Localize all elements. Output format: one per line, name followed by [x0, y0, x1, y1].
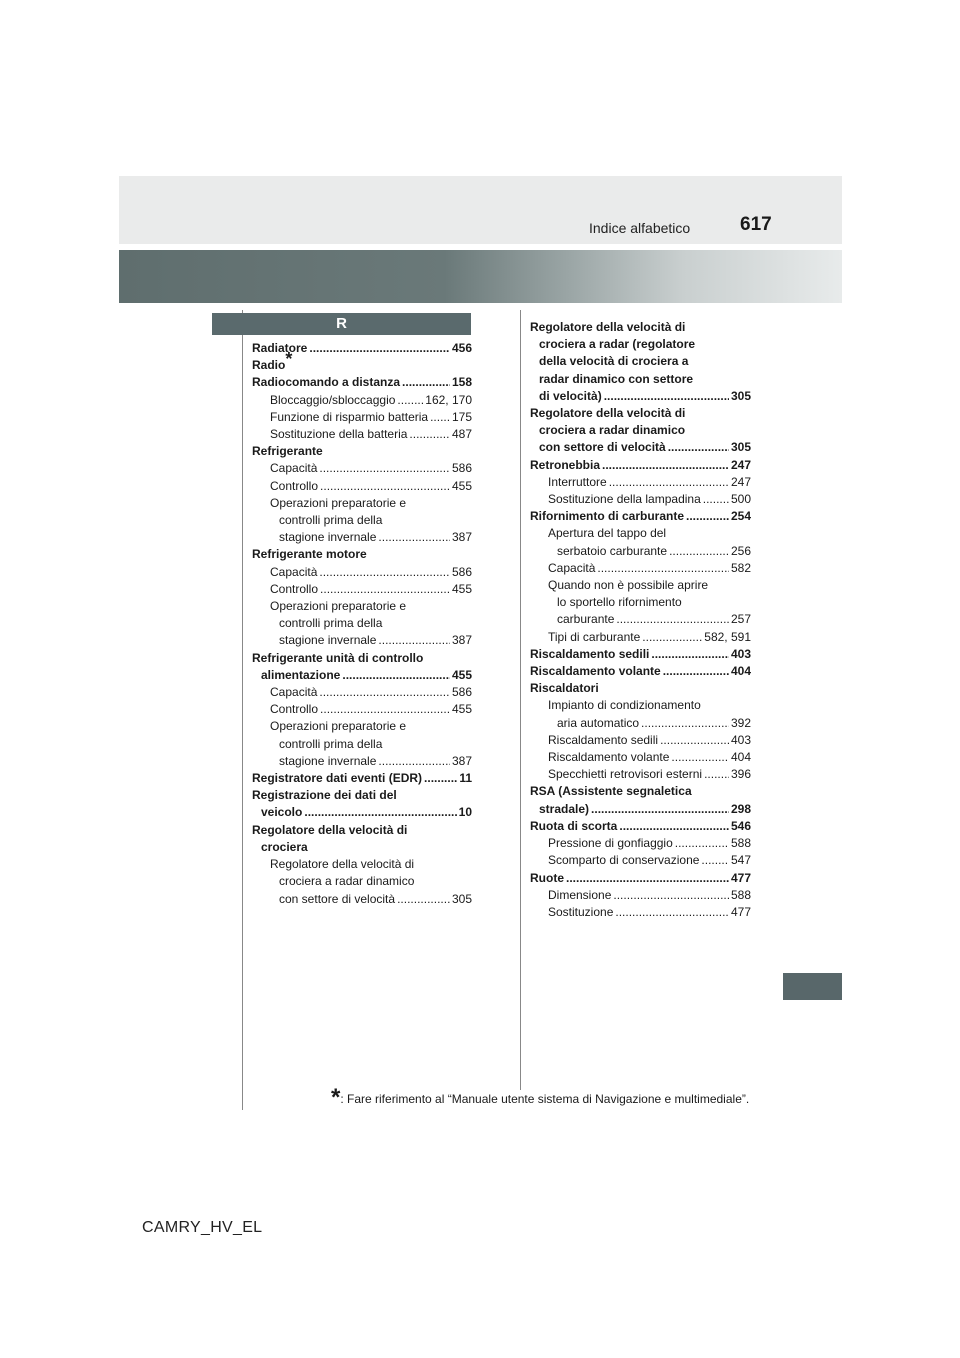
index-entry-label: Radiocomando a distanza — [252, 375, 401, 390]
index-entry — [252, 753, 472, 770]
header-band — [119, 250, 842, 303]
index-entry-page: 387 — [451, 753, 472, 768]
index-entry-page: 588 — [730, 887, 751, 902]
dot-leader — [319, 684, 450, 701]
index-entry-label: Dimensione — [548, 887, 612, 902]
index-entry-label: Refrigerante motore — [252, 547, 367, 562]
index-entry — [530, 508, 751, 525]
dot-leader — [304, 804, 456, 821]
index-entry-label: Capacità — [270, 564, 318, 579]
index-entry-label: stagione invernale — [279, 753, 377, 768]
index-entry-label: radar dinamico con settore — [539, 371, 694, 386]
dot-leader — [566, 870, 729, 887]
index-entry — [252, 409, 472, 426]
index-entry-label: lo sportello rifornimento — [557, 595, 682, 610]
index-entry — [530, 319, 751, 336]
index-entry-label: con settore di velocità — [279, 891, 396, 906]
index-entry-page: 582 — [730, 560, 751, 575]
index-entry-page: 387 — [451, 530, 472, 545]
index-entry-label: Refrigerante unità di controllo — [252, 650, 424, 665]
index-entry-page: 396 — [730, 767, 751, 782]
index-entry — [252, 718, 472, 735]
index-entry-label: Radio — [252, 358, 286, 373]
index-entry-label: stagione invernale — [279, 633, 377, 648]
index-entry-page: 247 — [730, 474, 751, 489]
index-entry-label: Riscaldamento volante — [548, 750, 670, 765]
index-entry-label: della velocità di crociera a — [539, 354, 689, 369]
footnote-marker: * — [285, 349, 293, 370]
index-entry — [530, 732, 751, 749]
index-entry-page: 582, 591 — [704, 629, 751, 644]
dot-leader — [704, 766, 729, 783]
index-entry-label: Refrigerante — [252, 444, 323, 459]
index-entry — [530, 852, 751, 869]
index-entry — [252, 891, 472, 908]
index-entry-label: Operazioni preparatorie e — [270, 495, 407, 510]
dot-leader — [378, 529, 450, 546]
dot-leader — [397, 891, 450, 908]
index-entry-page: 247 — [730, 457, 751, 472]
document-code: CAMRY_HV_EL — [142, 1219, 263, 1236]
index-entry — [252, 650, 472, 667]
index-entry — [530, 388, 751, 405]
index-entry-label: Controllo — [270, 702, 319, 717]
dot-leader — [619, 818, 729, 835]
index-entry — [530, 353, 751, 370]
index-entry-page: 477 — [730, 904, 751, 919]
index-entry-label: Radiatore — [252, 341, 308, 355]
dot-leader — [671, 749, 729, 766]
index-entry-page: 162, 170 — [425, 392, 472, 407]
index-entry — [252, 392, 472, 409]
index-entry-label: Controllo — [270, 581, 319, 596]
index-entry-label: Ruota di scorta — [530, 818, 618, 833]
dot-leader — [616, 611, 729, 628]
index-entry-label: Scomparto di conservazione — [548, 853, 700, 868]
index-entry — [530, 371, 751, 388]
footnote-text: : Fare riferimento al “Manuale utente sistema di Navigazione e multimediale”. — [340, 1092, 750, 1106]
index-entry-label: crociera a radar (regolatore — [539, 337, 696, 352]
index-entry — [252, 684, 472, 701]
index-entry-label: RSA (Assistente segnaletica — [530, 784, 692, 799]
index-entry-label: Sostituzione della lampadina — [548, 492, 701, 507]
index-entry-label: Interruttore — [548, 474, 607, 489]
index-column-right — [530, 319, 751, 921]
index-entry-label: Tipi di carburante — [548, 629, 641, 644]
index-entry-page: 256 — [730, 543, 751, 558]
dot-leader — [660, 732, 729, 749]
index-entry-page: 10 — [458, 805, 472, 820]
index-entry-label: Specchietti retrovisori esterni — [548, 767, 703, 782]
index-entry-page: 404 — [730, 750, 751, 765]
dot-leader — [701, 852, 729, 869]
footnote-star: * — [331, 1084, 341, 1111]
dot-leader — [686, 508, 729, 525]
dot-leader — [409, 426, 450, 443]
index-entry-label: Capacità — [270, 685, 318, 700]
index-entry-page: 588 — [730, 836, 751, 851]
dot-leader — [320, 701, 450, 718]
index-entry-label: carburante — [557, 612, 615, 627]
index-entry-label: Regolatore della velocità di — [252, 822, 408, 837]
index-entry-page: 456 — [451, 341, 472, 355]
index-letter-heading: R — [212, 313, 471, 335]
dot-leader — [430, 409, 450, 426]
index-entry — [530, 491, 751, 508]
index-entry-page: 403 — [730, 732, 751, 747]
index-entry-page: 455 — [451, 667, 472, 682]
index-entry-label: Regolatore della velocità di — [270, 857, 415, 872]
index-entry-page: 175 — [451, 409, 472, 424]
index-entry-page: 586 — [451, 685, 472, 700]
index-entry — [252, 349, 472, 374]
dot-leader — [378, 753, 450, 770]
index-entry — [252, 787, 472, 804]
index-entry-label: Riscaldamento sedili — [548, 732, 659, 747]
index-entry-page: 455 — [451, 478, 472, 493]
index-entry-page: 305 — [451, 891, 472, 906]
index-entry — [530, 715, 751, 732]
index-entry — [252, 581, 472, 598]
index-entry-label: veicolo — [261, 805, 303, 820]
index-entry — [530, 835, 751, 852]
index-entry — [252, 598, 472, 615]
index-entry-label: Riscaldamento sedili — [530, 646, 650, 661]
dot-leader — [319, 564, 450, 581]
index-entry — [530, 680, 751, 697]
left-divider — [242, 310, 243, 1110]
index-entry-page: 387 — [451, 633, 472, 648]
index-entry-label: controlli prima della — [279, 616, 383, 631]
index-entry-label: Bloccaggio/sbloccaggio — [270, 392, 396, 407]
dot-leader — [703, 491, 729, 508]
index-entry — [530, 594, 751, 611]
index-entry — [252, 443, 472, 460]
index-entry — [252, 460, 472, 477]
index-entry-label: Regolatore della velocità di — [530, 320, 686, 334]
index-entry-label: alimentazione — [261, 667, 341, 682]
index-entry-label: Retronebbia — [530, 457, 601, 472]
index-entry — [252, 529, 472, 546]
index-entry-label: crociera a radar dinamico — [539, 423, 686, 438]
dot-leader — [309, 340, 450, 357]
dot-leader — [397, 392, 423, 409]
index-entry-label: stradale) — [539, 801, 590, 816]
index-entry — [530, 560, 751, 577]
index-entry — [530, 543, 751, 560]
index-entry — [530, 663, 751, 680]
dot-leader — [402, 374, 450, 391]
index-entry-page: 254 — [730, 509, 751, 524]
index-entry — [530, 336, 751, 353]
index-entry-page: 455 — [451, 581, 472, 596]
dot-leader — [319, 460, 450, 477]
index-entry — [252, 512, 472, 529]
index-entry — [530, 818, 751, 835]
index-entry-page: 305 — [730, 388, 751, 403]
chapter-tab-marker — [783, 973, 842, 1000]
index-entry-label: controlli prima della — [279, 736, 383, 751]
dot-leader — [609, 474, 729, 491]
index-entry-page: 404 — [730, 664, 751, 679]
index-entry-page: 403 — [730, 646, 751, 661]
dot-leader — [602, 457, 729, 474]
index-entry — [530, 439, 751, 456]
dot-leader — [613, 887, 729, 904]
index-entry — [530, 457, 751, 474]
index-entry-label: stagione invernale — [279, 530, 377, 545]
index-entry — [530, 405, 751, 422]
index-entry-label: Registrazione dei dati del — [252, 788, 397, 803]
index-entry-page: 477 — [730, 870, 751, 885]
index-entry — [530, 766, 751, 783]
index-entry-label: Riscaldatori — [530, 681, 599, 696]
index-entry — [530, 870, 751, 887]
dot-leader — [642, 629, 702, 646]
dot-leader — [663, 663, 729, 680]
index-entry — [252, 478, 472, 495]
index-entry-label: Operazioni preparatorie e — [270, 719, 407, 734]
index-entry — [252, 822, 472, 839]
index-entry — [530, 422, 751, 439]
index-entry-label: con settore di velocità — [539, 440, 666, 455]
index-entry-page: 586 — [451, 461, 472, 476]
index-entry — [252, 374, 472, 391]
index-entry-page: 547 — [730, 853, 751, 868]
index-entry-page: 305 — [730, 440, 751, 455]
index-entry-label: Sostituzione della batteria — [270, 427, 408, 442]
index-entry — [252, 615, 472, 632]
index-entry-page: 455 — [451, 702, 472, 717]
index-entry-label: Apertura del tappo del — [548, 526, 667, 541]
index-entry — [252, 873, 472, 890]
index-entry — [530, 629, 751, 646]
index-entry-label: Pressione di gonfiaggio — [548, 836, 673, 851]
index-entry-label: Quando non è possibile aprire — [548, 578, 709, 593]
index-entry-page: 487 — [451, 427, 472, 442]
page-number: 617 — [740, 214, 772, 235]
index-entry — [252, 426, 472, 443]
index-entry-page: 392 — [730, 715, 751, 730]
index-entry-label: di velocità) — [539, 388, 602, 403]
index-entry-label: Riscaldamento volante — [530, 664, 661, 679]
section-title: Indice alfabetico — [589, 220, 691, 236]
index-entry — [252, 736, 472, 753]
dot-leader — [378, 632, 450, 649]
header-background — [119, 176, 842, 244]
index-entry — [530, 697, 751, 714]
index-entry — [530, 749, 751, 766]
index-entry — [252, 856, 472, 873]
dot-leader — [675, 835, 729, 852]
index-entry-label: Rifornimento di carburante — [530, 509, 685, 524]
index-entry-label: serbatoio carburante — [557, 543, 668, 558]
index-entry-label: Controllo — [270, 478, 319, 493]
index-entry — [252, 546, 472, 563]
index-entry-label: Ruote — [530, 870, 564, 885]
index-entry-page: 500 — [730, 492, 751, 507]
index-column-left — [252, 340, 472, 908]
index-entry — [530, 646, 751, 663]
index-entry — [252, 632, 472, 649]
dot-leader — [597, 560, 729, 577]
index-entry-label: controlli prima della — [279, 513, 383, 528]
index-entry-page: 257 — [730, 612, 751, 627]
dot-leader — [668, 439, 729, 456]
index-entry-page: 586 — [451, 564, 472, 579]
index-entry-label: Capacità — [270, 461, 318, 476]
index-entry — [530, 783, 751, 800]
dot-leader — [615, 904, 729, 921]
index-entry — [530, 577, 751, 594]
dot-leader — [641, 715, 729, 732]
dot-leader — [669, 543, 729, 560]
column-divider — [520, 310, 521, 1090]
index-entry-page: 298 — [730, 801, 751, 816]
index-entry — [530, 801, 751, 818]
index-entry-label: aria automatico — [557, 715, 640, 730]
dot-leader — [651, 646, 729, 663]
index-entry — [530, 904, 751, 921]
index-entry — [252, 667, 472, 684]
index-entry — [252, 804, 472, 821]
index-entry-label: Registratore dati eventi (EDR) — [252, 771, 423, 786]
index-entry — [530, 474, 751, 491]
index-entry-label: crociera — [261, 839, 308, 854]
index-entry — [530, 887, 751, 904]
dot-leader — [424, 770, 457, 787]
dot-leader — [320, 478, 450, 495]
index-entry-page: 546 — [730, 818, 751, 833]
index-entry-label: Impianto di condizionamento — [548, 698, 701, 713]
index-entry-page: 11 — [459, 771, 472, 786]
index-entry — [530, 611, 751, 628]
index-entry-label: Sostituzione — [548, 904, 614, 919]
dot-leader — [604, 388, 729, 405]
index-entry-label: Capacità — [548, 560, 596, 575]
index-entry-label: Regolatore della velocità di — [530, 406, 686, 421]
index-entry — [252, 495, 472, 512]
index-entry-label: Operazioni preparatorie e — [270, 599, 407, 614]
index-entry-page: 158 — [451, 375, 472, 390]
index-entry — [252, 770, 472, 787]
index-entry — [252, 701, 472, 718]
index-entry — [530, 525, 751, 542]
index-entry — [252, 564, 472, 581]
dot-leader — [320, 581, 450, 598]
dot-leader — [591, 801, 729, 818]
footnote — [331, 1084, 750, 1111]
index-entry-label: crociera a radar dinamico — [279, 874, 415, 889]
dot-leader — [342, 667, 450, 684]
index-entry — [252, 839, 472, 856]
index-entry-label: Funzione di risparmio batteria — [270, 409, 429, 424]
